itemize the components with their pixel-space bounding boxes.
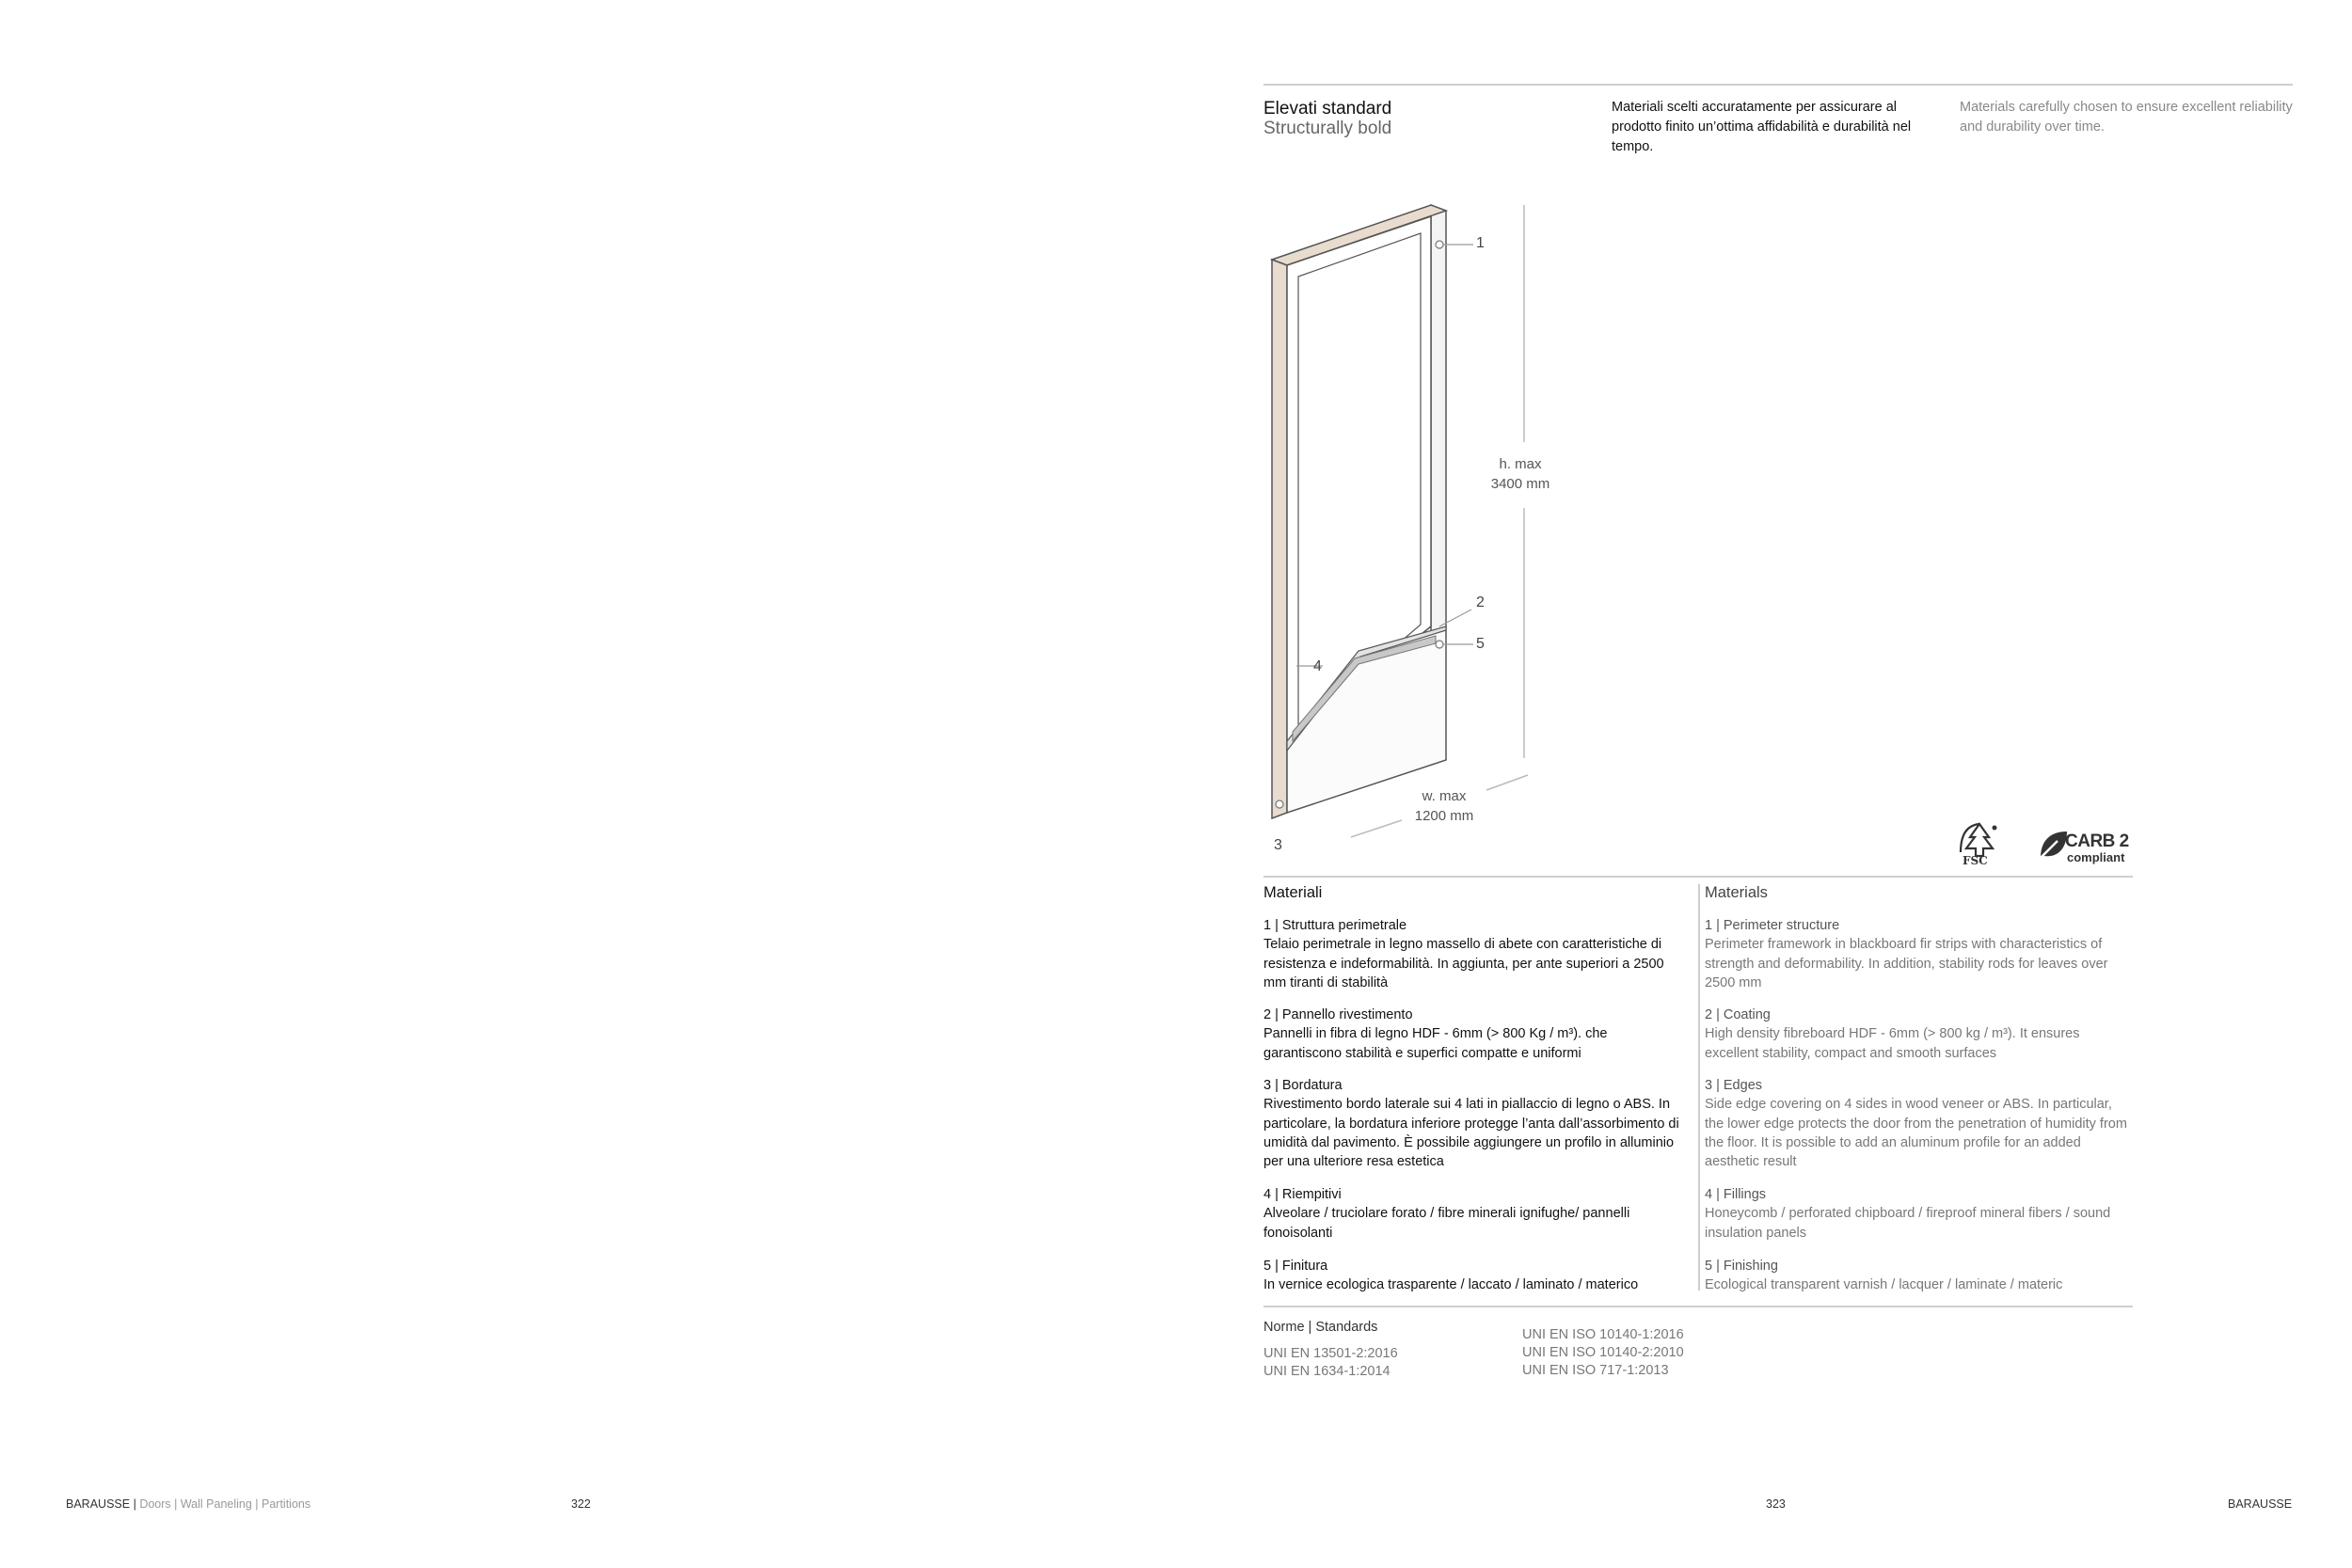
callout-2: 2 — [1476, 594, 1485, 610]
footer-brand-right: BARAUSSE — [2228, 1497, 2293, 1511]
callout-1: 1 — [1476, 235, 1485, 251]
height-value: 3400 mm — [1490, 476, 1550, 492]
callout-4: 4 — [1313, 658, 1322, 674]
material-item-it-1 — [1263, 916, 1687, 992]
section-title-en: Structurally bold — [1263, 119, 1392, 138]
material-item-it-4 — [1263, 1185, 1687, 1243]
height-dimension — [1473, 454, 1567, 494]
norm-item: UNI EN ISO 10140-1:2016 — [1522, 1327, 1684, 1342]
norm-item: UNI EN ISO 10140-2:2010 — [1522, 1345, 1684, 1360]
materials-heading-it: Materiali — [1263, 884, 1323, 901]
material-item-body: In vernice ecologica trasparente / laccato / laminato / materico — [1263, 1277, 1639, 1293]
material-item-body: Pannelli in fibra di legno HDF - 6mm (> 800 Kg / m³). che garantiscono stabilità e superfici compatte e uniformi — [1263, 1026, 1608, 1061]
material-item-body: Honeycomb / perforated chipboard / fireproof mineral fibers / sound insulation panels — [1705, 1206, 2111, 1241]
material-item-title: 4 | Riempitivi — [1263, 1187, 1342, 1202]
door-left-edge — [1272, 260, 1287, 818]
material-item-it-3 — [1263, 1076, 1687, 1171]
callout-5: 5 — [1476, 636, 1485, 652]
carb2-title: CARB 2 — [2065, 832, 2129, 851]
carb2-subtitle: compliant — [2067, 850, 2125, 864]
material-item-en-4 — [1705, 1185, 2128, 1243]
width-label: w. max — [1422, 788, 1467, 804]
page-number-right: 323 — [1766, 1497, 1786, 1511]
materials-heading-en: Materials — [1705, 884, 1768, 901]
material-item-en-2 — [1705, 1006, 2128, 1063]
norms-divider — [1263, 1306, 2133, 1307]
material-item-body: Telaio perimetrale in legno massello di abete con caratteristiche di resistenza e indeformabilità. In aggiunta, per ante superiori a 2500 mm tiranti di stabilità — [1263, 937, 1664, 990]
norms-title: Norme | Standards — [1263, 1320, 1378, 1335]
door-diagram — [1261, 188, 1581, 865]
material-item-body: Side edge covering on 4 sides in wood veneer or ABS. In particular, the lower edge protects the door from the penetration of humidity from the floor. It is possible to add an aluminum profile for an added aesthetic result — [1705, 1097, 2127, 1170]
material-item-title: 1 | Perimeter structure — [1705, 918, 1840, 933]
material-item-body: Alveolare / truciolare forato / fibre minerali ignifughe/ pannelli fonoisolanti — [1263, 1206, 1630, 1241]
material-item-it-5 — [1263, 1257, 1687, 1295]
intro-text-it: Materiali scelti accuratamente per assicurare al prodotto finito un’ottima affidabilità e durabilità nel tempo. — [1612, 100, 1912, 154]
callout-5-marker — [1436, 641, 1443, 648]
materials-top-divider — [1263, 876, 2133, 878]
material-item-body: Rivestimento bordo laterale sui 4 lati in piallaccio di legno o ABS. In particolare, la bordatura inferiore protegge l’anta dall’assorbimento di umidità dal pavimento. È possibile aggiungere un profilo in alluminio per una ulteriore resa estetica — [1263, 1097, 1679, 1170]
norm-item: UNI EN 1634-1:2014 — [1263, 1364, 1391, 1379]
material-item-title: 4 | Fillings — [1705, 1187, 1767, 1202]
page-number-left: 322 — [571, 1497, 591, 1511]
width-value: 1200 mm — [1414, 808, 1474, 824]
material-item-title: 2 | Pannello rivestimento — [1263, 1007, 1413, 1022]
footer-separator: | — [133, 1497, 136, 1511]
width-dimension — [1397, 786, 1491, 826]
section-title-it: Elevati standard — [1263, 99, 1392, 119]
callout-3: 3 — [1274, 837, 1282, 853]
material-item-body: Ecological transparent varnish / lacquer / laminate / materic — [1705, 1277, 2063, 1293]
fsc-logo — [1957, 820, 2002, 869]
materials-column-divider — [1698, 884, 1700, 1291]
material-item-title: 3 | Edges — [1705, 1078, 1763, 1093]
material-item-body: Perimeter framework in blackboard fir strips with characteristics of strength and deformability. In addition, stability rods for leaves over 2500 mm — [1705, 937, 2108, 990]
material-item-title: 1 | Struttura perimetrale — [1263, 918, 1407, 933]
width-dimension-line-right — [1486, 775, 1528, 790]
fsc-label: FSC — [1963, 854, 1988, 867]
leaf-icon — [2037, 828, 2069, 862]
material-item-en-5 — [1705, 1257, 2128, 1295]
material-item-en-1 — [1705, 916, 2128, 992]
footer-brand-left: BARAUSSE — [66, 1497, 131, 1511]
footer-breadcrumb: Doors | Wall Paneling | Partitions — [139, 1497, 311, 1511]
material-item-title: 3 | Bordatura — [1263, 1078, 1343, 1093]
norms-column-2 — [1522, 1326, 1684, 1380]
material-item-it-2 — [1263, 1006, 1687, 1063]
door-side-edge — [1431, 205, 1446, 634]
top-divider — [1263, 84, 2293, 86]
carb2-logo — [2037, 828, 2140, 867]
callout-3-marker — [1276, 800, 1283, 808]
norm-item: UNI EN ISO 717-1:2013 — [1522, 1363, 1669, 1378]
material-item-body: High density fibreboard HDF - 6mm (> 800 kg / m³). It ensures excellent stability, compact and smooth surfaces — [1705, 1026, 2080, 1061]
intro-text-en: Materials carefully chosen to ensure excellent reliability and durability over time. — [1960, 100, 2293, 135]
footer-left — [66, 1497, 310, 1511]
norms-column-1 — [1263, 1345, 1398, 1381]
material-item-en-3 — [1705, 1076, 2128, 1171]
material-item-title: 2 | Coating — [1705, 1007, 1771, 1022]
height-label: h. max — [1499, 456, 1542, 472]
width-dimension-line-left — [1351, 820, 1402, 837]
material-item-title: 5 | Finishing — [1705, 1259, 1778, 1274]
material-item-title: 5 | Finitura — [1263, 1259, 1328, 1274]
callout-1-marker — [1436, 241, 1443, 248]
norm-item: UNI EN 13501-2:2016 — [1263, 1346, 1398, 1361]
